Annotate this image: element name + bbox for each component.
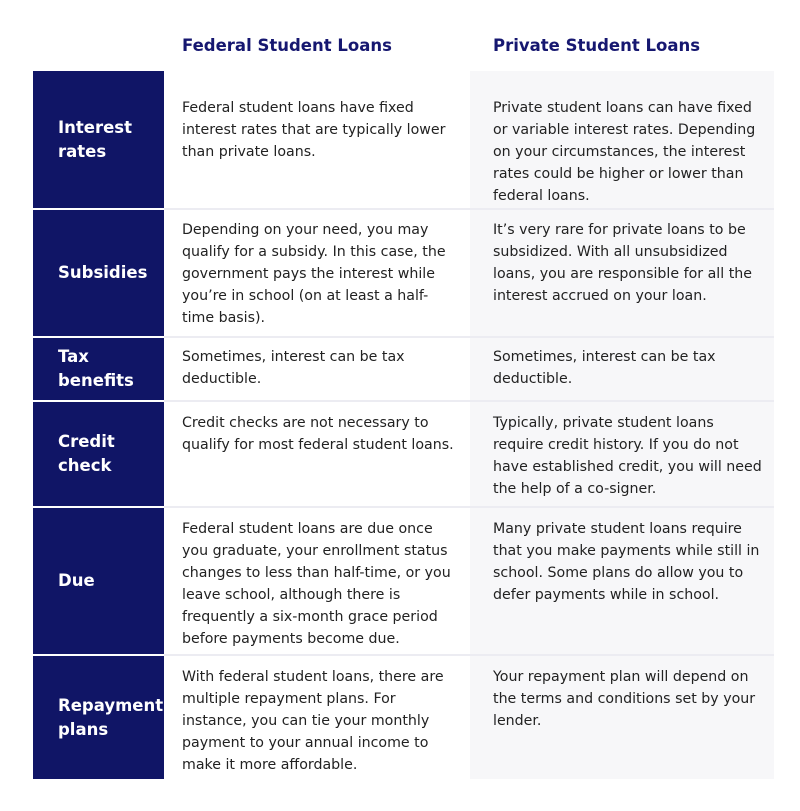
- table-row-due: [33, 507, 774, 655]
- row-label-subsidies: Subsidies: [33, 209, 164, 337]
- table-row-repayment-plans: [33, 655, 774, 779]
- comparison-table: [33, 71, 774, 779]
- private-cell-interest-rates: Private student loans can have fixed or variable interest rates. Depending on your circumstances, the interest rates could be higher or lower than federal loans.: [470, 71, 774, 209]
- row-label-credit-check: Credit check: [33, 401, 164, 507]
- row-label-tax-benefits: Tax benefits: [33, 337, 164, 401]
- row-label-interest-rates: Interest rates: [33, 71, 164, 209]
- row-label-repayment-plans: Repayment plans: [33, 655, 164, 779]
- private-column-header: Private Student Loans: [493, 36, 701, 55]
- federal-column-header: Federal Student Loans: [182, 36, 392, 55]
- row-label-due: Due: [33, 507, 164, 655]
- federal-cell-tax-benefits: Sometimes, interest can be tax deductible.: [164, 337, 470, 401]
- private-cell-credit-check: Typically, private student loans require credit history. If you do not have established credit, you will need the help of a co-signer.: [470, 401, 774, 507]
- private-cell-subsidies: It’s very rare for private loans to be subsidized. With all unsubsidized loans, you are responsible for all the interest accrued on your loan.: [470, 209, 774, 337]
- table-row-credit-check: [33, 401, 774, 507]
- private-cell-tax-benefits: Sometimes, interest can be tax deductible.: [470, 337, 774, 401]
- private-cell-due: Many private student loans require that you make payments while still in school. Some plans do allow you to defer payments while in school.: [470, 507, 774, 655]
- private-cell-repayment-plans: Your repayment plan will depend on the terms and conditions set by your lender.: [470, 655, 774, 779]
- federal-cell-due: Federal student loans are due once you graduate, your enrollment status changes to less than half-time, or you leave school, although there is frequently a six-month grace period before payments become due.: [164, 507, 470, 655]
- federal-cell-interest-rates: Federal student loans have fixed interest rates that are typically lower than private loans.: [164, 71, 470, 209]
- table-row-interest-rates: [33, 71, 774, 209]
- federal-cell-subsidies: Depending on your need, you may qualify for a subsidy. In this case, the government pays the interest while you’re in school (on at least a half-time basis).: [164, 209, 470, 337]
- table-row-subsidies: [33, 209, 774, 337]
- federal-cell-repayment-plans: With federal student loans, there are multiple repayment plans. For instance, you can tie your monthly payment to your annual income to make it more affordable.: [164, 655, 470, 779]
- federal-cell-credit-check: Credit checks are not necessary to qualify for most federal student loans.: [164, 401, 470, 507]
- table-row-tax-benefits: [33, 337, 774, 401]
